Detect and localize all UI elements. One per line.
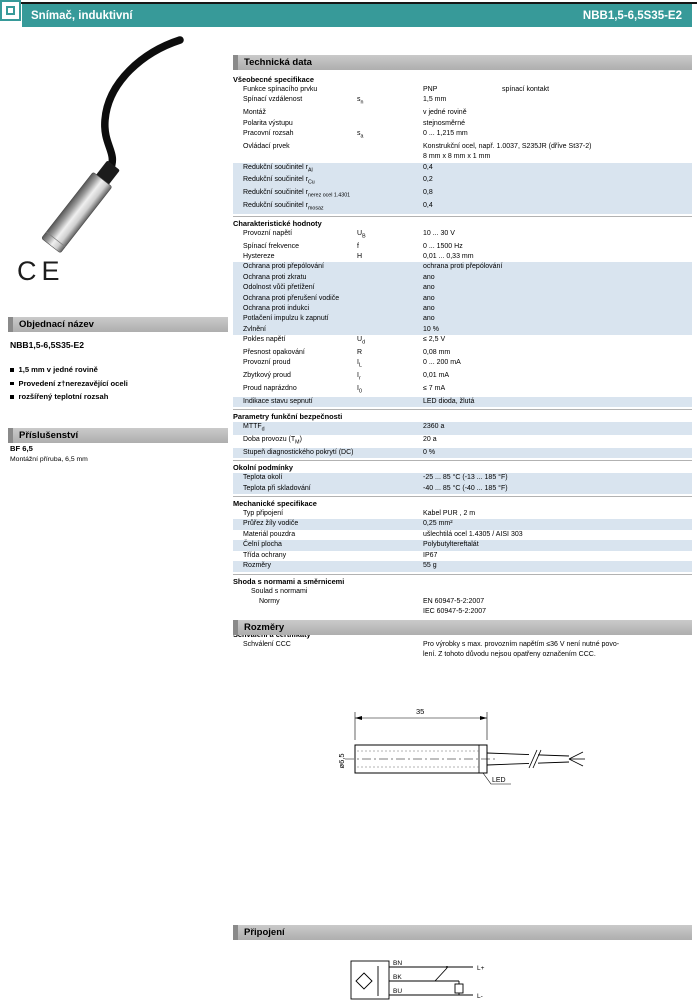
row-label: Zvlnění <box>243 325 266 333</box>
row-label: Ochrana proti zkratu <box>243 273 307 281</box>
row-symbol <box>357 163 423 176</box>
bullet-text: Provedení z†nerezavějící oceli <box>18 378 128 388</box>
row-symbol <box>357 142 423 163</box>
tech-row <box>233 119 692 129</box>
row-label: Materiál pouzdra <box>243 530 296 538</box>
row-value: 0 ... 200 mA <box>423 359 461 367</box>
row-value: PNP spínací kontakt <box>423 86 550 93</box>
row-value: 0 % <box>423 448 436 456</box>
row-symbol <box>357 262 423 272</box>
tech-row <box>233 129 692 142</box>
cable-bottom <box>487 762 569 765</box>
row-value: 20 a <box>423 436 437 444</box>
led-label: LED <box>492 777 506 784</box>
row-label: Redukční součinitel $r_{nerez ocel 1.4301}$ <box>243 189 351 199</box>
row-value: 0,01 ... 0,33 mm <box>423 253 474 261</box>
row-label: Doba provozu $(T_M)$ <box>243 436 302 446</box>
accessory-description: Montážní příruba, 6,5 mm <box>10 455 88 463</box>
row-value: v jedné rovině <box>423 109 467 117</box>
row-value: 0,2 <box>423 176 433 184</box>
row-label: Potlačení impulzu k zapnutí <box>243 315 329 323</box>
row-label: Montáž <box>243 109 266 117</box>
tech-row <box>233 262 692 272</box>
tech-row <box>233 358 692 371</box>
tech-row <box>233 561 692 571</box>
row-label: Schválení CCC <box>243 640 291 648</box>
section-bar-tab <box>233 925 238 940</box>
row-label: Zbytkový proud <box>243 372 291 380</box>
row-value: ≤ 2,5 V <box>423 336 446 344</box>
row-value: Polybutyltereftalát <box>423 541 479 549</box>
row-symbol: R <box>357 349 363 357</box>
row-label: Typ připojení <box>243 510 284 518</box>
row-value <box>423 587 692 597</box>
tech-row <box>233 304 692 314</box>
row-value: Konstrukční ocel, např. 1.0037, S235JR (dříve St37-2) 8 mm x 8 mm x 1 mm <box>423 142 592 161</box>
terminal-label-lplus: L+ <box>477 965 485 972</box>
accessories-list <box>10 444 88 464</box>
tech-row <box>233 422 692 435</box>
row-symbol <box>357 175 423 188</box>
row-symbol: $U_d$ <box>357 336 366 346</box>
product-code-header: NBB1,5-6,5S35-E2 <box>582 9 682 22</box>
wire-label-bu: BU <box>393 988 403 995</box>
tech-row <box>233 448 692 458</box>
feature-bullet <box>10 363 226 377</box>
tech-section-header: Shoda s normami a směrnicemi <box>233 574 692 587</box>
tech-row <box>233 397 692 407</box>
section-bar-tab <box>8 428 13 443</box>
row-value: -40 ... 85 °C (-40 ... 185 °F) <box>423 484 508 492</box>
technical-data-section-bar <box>233 55 692 70</box>
terminal-label-lminus: L- <box>477 993 483 1000</box>
row-symbol <box>357 119 423 129</box>
tech-section-header: Mechanické specifikace <box>233 496 692 509</box>
row-symbol: $I_r$ <box>357 372 361 382</box>
technical-data-table <box>233 73 692 661</box>
row-value: ano <box>423 305 435 313</box>
row-label: $MTTF_d$ <box>243 423 265 433</box>
row-value: -25 ... 85 °C (-13 ... 185 °F) <box>423 474 508 482</box>
accessories-section-bar <box>8 428 228 443</box>
tech-section-header: Okolní podmínky <box>233 460 692 473</box>
row-label: Teplota při skladování <box>243 484 311 492</box>
dimensions-title: Rozměry <box>244 622 285 633</box>
bullet-square-icon <box>10 382 14 386</box>
tech-row <box>233 371 692 384</box>
row-label: Funkce spínacího prvku <box>243 86 318 93</box>
inductive-sensor-icon-inner <box>6 6 15 15</box>
tech-row <box>233 229 692 242</box>
tech-row <box>233 587 692 597</box>
row-symbol <box>357 530 423 540</box>
row-symbol <box>357 484 423 494</box>
tech-row <box>233 252 692 262</box>
dimensions-section-bar <box>233 620 692 635</box>
tech-row <box>233 273 692 283</box>
tech-row <box>233 473 692 483</box>
row-symbol: $U_B$ <box>357 229 366 240</box>
wire-strand <box>569 752 583 759</box>
connection-title: Připojení <box>244 927 285 938</box>
length-dimension-label: 35 <box>416 707 425 716</box>
amplifier-symbol <box>356 973 372 989</box>
tech-row <box>233 551 692 561</box>
row-symbol: f <box>357 242 359 250</box>
row-label: Rozměry <box>243 562 272 570</box>
tech-row <box>233 175 692 188</box>
load-symbol <box>455 984 463 993</box>
bullet-text: rozšířený teplotní rozsah <box>18 392 109 401</box>
row-value: ano <box>423 315 435 323</box>
tech-row <box>233 85 692 95</box>
tech-row <box>233 95 692 108</box>
page-title: Snímač, induktivní <box>31 9 133 22</box>
row-symbol: $I_L$ <box>357 359 362 369</box>
row-label: Pracovní rozsah <box>243 130 294 138</box>
row-label: Spínací frekvence <box>243 242 300 250</box>
tech-section-header: Parametry funkční bezpečnosti <box>233 409 692 422</box>
row-label: Ochrana proti přepólování <box>243 263 324 271</box>
tech-row <box>233 384 692 397</box>
section-bar-tab <box>233 620 238 635</box>
row-label: Přesnost opakování <box>243 349 305 357</box>
row-symbol <box>357 509 423 519</box>
row-symbol <box>357 551 423 561</box>
connection-diagram <box>233 945 692 1003</box>
connection-section-bar <box>233 925 692 940</box>
row-label: Provozní napětí <box>243 229 293 237</box>
wire-strand <box>569 759 583 766</box>
row-symbol <box>357 473 423 483</box>
tech-row <box>233 188 692 201</box>
row-value: 0,8 <box>423 189 433 197</box>
row-label: Teplota okolí <box>243 474 283 482</box>
row-value: 2360 a <box>423 423 445 431</box>
row-label: Pokles napětí <box>243 336 286 344</box>
row-label: Spínací vzdálenost <box>243 96 303 104</box>
row-value: ušlechtilá ocel 1.4305 / AISI 303 <box>423 530 523 538</box>
tech-row <box>233 509 692 519</box>
row-label: Hystereze <box>243 253 275 261</box>
row-value: 0,01 mA <box>423 372 450 380</box>
tech-section-header: Všeobecné specifikace <box>233 75 314 84</box>
row-symbol <box>357 294 423 304</box>
row-label: Proud naprázdno <box>243 385 297 393</box>
row-label: Polarita výstupu <box>243 119 293 127</box>
row-value: 0,4 <box>423 202 433 210</box>
row-symbol <box>357 435 423 448</box>
section-bar-tab <box>8 317 13 332</box>
tech-row <box>233 484 692 494</box>
row-value: 0 ... 1500 Hz <box>423 242 463 250</box>
tech-row <box>233 201 692 214</box>
row-value: 10 ... 30 V <box>423 229 455 237</box>
row-label: Čelní plocha <box>243 541 282 549</box>
tech-row <box>233 540 692 550</box>
order-name-title: Objednací název <box>19 319 94 330</box>
row-value: ≤ 7 mA <box>423 385 446 393</box>
row-symbol: $I_0$ <box>357 385 362 395</box>
row-value: Kabel PUR , 2 m <box>423 510 476 518</box>
tech-row <box>233 335 692 348</box>
row-symbol <box>357 273 423 283</box>
row-label: Soulad s normami <box>251 587 308 595</box>
tech-row <box>233 242 692 252</box>
feature-bullet <box>10 390 226 404</box>
dimension-drawing <box>233 640 692 920</box>
row-value: ochrana proti přepólování <box>423 263 503 271</box>
row-value: 0,4 <box>423 163 433 171</box>
row-value: 0,25 mm² <box>423 520 453 528</box>
row-value: ano <box>423 273 435 281</box>
order-name-section-bar <box>8 317 228 332</box>
row-label: Indikace stavu sepnutí <box>243 397 313 405</box>
row-label: Redukční součinitel $r_{mosaz}$ <box>243 202 324 212</box>
row-label: Stupeň diagnostického pokrytí (DC) <box>243 448 354 456</box>
row-symbol <box>357 108 423 118</box>
tech-section-header: Charakteristické hodnoty <box>233 216 692 229</box>
tech-row <box>233 325 692 335</box>
sensor-cylinder <box>41 172 112 253</box>
tech-row <box>233 597 692 618</box>
row-symbol <box>357 304 423 314</box>
tech-row <box>233 283 692 293</box>
row-symbol: $s_a$ <box>357 130 364 140</box>
tech-row <box>233 435 692 448</box>
accessories-title: Příslušenství <box>19 430 79 441</box>
row-label: Průřez žíly vodiče <box>243 520 299 528</box>
tech-row <box>233 519 692 529</box>
row-value: LED dioda, žlutá <box>423 397 475 405</box>
cable-top <box>487 753 569 756</box>
row-symbol <box>357 201 423 214</box>
row-value: 10 % <box>423 325 439 333</box>
tech-row <box>233 314 692 324</box>
row-value: 1,5 mm <box>423 96 447 104</box>
row-value: 0,08 mm <box>423 349 451 357</box>
sensor-body <box>41 158 123 253</box>
tech-row <box>233 108 692 118</box>
row-symbol <box>357 325 423 335</box>
wire-label-bn: BN <box>393 960 403 967</box>
accessory-name: BF 6,5 <box>10 444 33 453</box>
row-label: Ochrana proti indukci <box>243 305 310 313</box>
sensor-cable <box>105 40 180 170</box>
row-symbol <box>357 540 423 550</box>
section-bar-tab <box>233 55 238 70</box>
row-symbol <box>357 561 423 571</box>
row-symbol: H <box>357 253 363 261</box>
row-label: Normy <box>259 597 280 605</box>
row-symbol <box>357 519 423 529</box>
tech-row <box>233 294 692 304</box>
row-value: IP67 <box>423 551 438 559</box>
switch-symbol <box>435 968 447 981</box>
tech-row <box>233 163 692 176</box>
row-symbol: $s_n$ <box>357 96 364 106</box>
row-label: Ovládací prvek <box>243 142 290 150</box>
feature-bullet <box>10 377 226 391</box>
feature-bullets <box>10 363 226 404</box>
row-symbol <box>357 85 423 95</box>
tech-row <box>233 348 692 358</box>
row-label: Ochrana proti přerušení vodiče <box>243 294 340 302</box>
header-bar <box>22 4 692 27</box>
bullet-square-icon <box>10 395 14 399</box>
product-photo <box>8 30 223 260</box>
row-label: Redukční součinitel $r_{Al}$ <box>243 163 313 174</box>
order-product-code: NBB1,5-6,5S35-E2 <box>10 340 85 350</box>
row-label: Redukční součinitel $r_{Cu}$ <box>243 176 315 186</box>
row-value: stejnosměrné <box>423 119 466 127</box>
technical-data-title: Technická data <box>244 57 312 68</box>
bullet-text: 1,5 mm v jedné rovině <box>18 365 98 374</box>
row-value: ano <box>423 284 435 292</box>
row-symbol <box>357 597 423 618</box>
bullet-square-icon <box>10 368 14 372</box>
ce-mark: CE <box>17 256 65 286</box>
row-symbol <box>357 422 423 435</box>
row-symbol <box>357 587 423 597</box>
row-value: 0 ... 1,215 mm <box>423 130 468 138</box>
row-symbol <box>357 448 423 458</box>
row-symbol <box>357 314 423 324</box>
tech-row <box>233 142 692 163</box>
row-value: 55 g <box>423 562 437 570</box>
inductive-sensor-icon <box>0 0 21 21</box>
row-symbol <box>357 188 423 201</box>
row-value: ano <box>423 294 435 302</box>
row-value: EN 60947-5-2:2007 IEC 60947-5-2:2007 <box>423 597 487 616</box>
row-value: Pro výrobky s max. provozním napětím ≤36 V není nutné povo- lení. Z tohoto důvodu nejsou opatřeny označením CCC. <box>423 640 620 659</box>
row-label: Odolnost vůči přetížení <box>243 284 315 292</box>
row-symbol <box>357 283 423 293</box>
tech-row <box>233 530 692 540</box>
row-label: Třída ochrany <box>243 551 287 559</box>
row-symbol <box>357 397 423 407</box>
wire-label-bk: BK <box>393 974 402 981</box>
row-label: Provozní proud <box>243 359 291 367</box>
diameter-dimension-label: ø6,5 <box>337 753 346 769</box>
